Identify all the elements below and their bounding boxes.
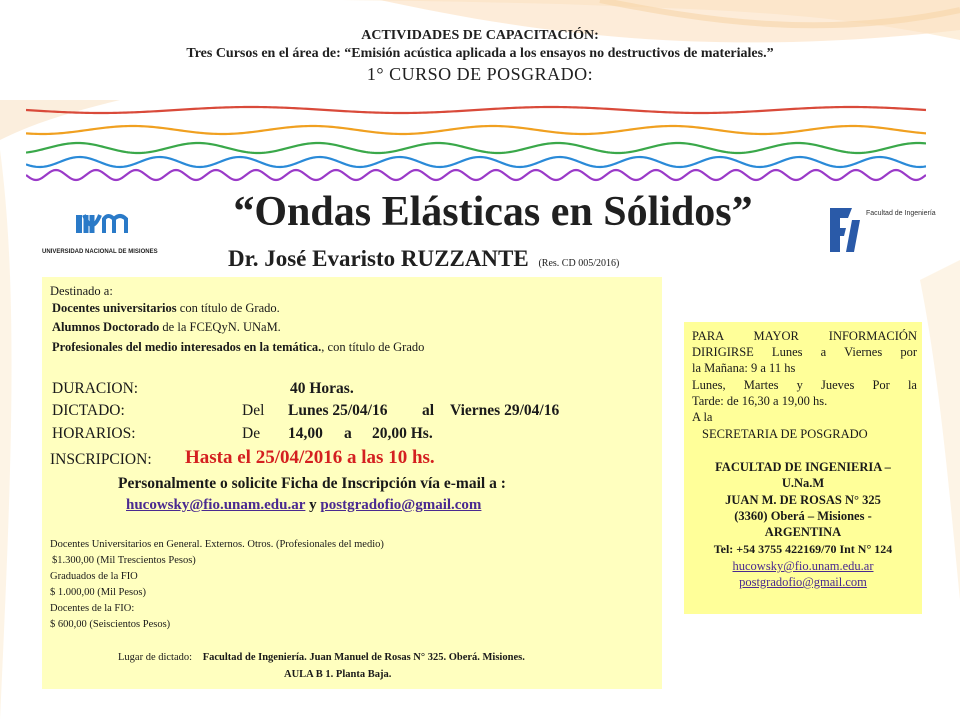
header-courses-subtitle: Tres Cursos en el área de: “Emisión acústica aplicada a los ensayos no destructivos de materiales.” <box>186 46 774 61</box>
wave-line <box>26 143 926 153</box>
fee-category: Graduados de la FIO <box>50 571 138 582</box>
info-email-link <box>684 574 922 591</box>
info-line: JUAN M. DE ROSAS N° 325 <box>725 493 881 507</box>
header-course-number: 1° CURSO DE POSGRADO: <box>366 64 594 84</box>
info-line: PARA MAYOR INFORMACIÓN <box>692 329 917 343</box>
registration-note: Personalmente o solicite Ficha de Inscripción vía e-mail a : <box>118 475 506 492</box>
info-line: DIRIGIRSE Lunes a Viernes por <box>692 345 917 359</box>
registration-emails <box>126 497 481 514</box>
fi-logo-text: Facultad de Ingeniería <box>866 210 936 217</box>
info-line: Lunes, Martes y Jueves Por la <box>692 378 917 392</box>
dictado-al: al <box>422 402 435 419</box>
email-conjunction: y <box>309 497 317 513</box>
venue <box>118 652 525 663</box>
email-link-hucowsky[interactable]: hucowsky@fio.unam.edu.ar <box>126 497 306 513</box>
dictado-label: DICTADO: <box>52 402 125 419</box>
resolution-reference: (Res. CD 005/2016) <box>538 258 620 269</box>
dictado-from: Del <box>242 402 265 419</box>
info-line: Tarde: de 16,30 a 19,00 hs. <box>692 394 828 408</box>
wave-line <box>26 126 926 134</box>
audience-heading: Destinado a: <box>50 284 113 298</box>
horarios-end: 20,00 Hs. <box>372 425 433 442</box>
audience-item-bold: Profesionales del medio interesados en la temática. <box>52 340 322 354</box>
inscription-label: INSCRIPCION: <box>50 451 152 468</box>
horarios-from: De <box>242 425 261 442</box>
info-line: SECRETARIA DE POSGRADO <box>702 427 868 441</box>
fee-category: Docentes de la FIO: <box>50 603 135 614</box>
audience-item <box>52 301 280 316</box>
audience-item-rest: , con título de Grado <box>321 340 425 354</box>
course-title: “Ondas Elásticas en Sólidos” <box>233 189 753 235</box>
course-details-panel <box>42 277 662 689</box>
audience-item-bold: Alumnos Doctorado <box>52 320 160 334</box>
info-line: FACULTAD DE INGENIERIA – <box>715 460 891 474</box>
info-line: A la <box>692 410 713 424</box>
inscription-deadline: Hasta el 25/04/2016 a las 10 hs. <box>185 447 435 468</box>
wave-line <box>26 107 926 113</box>
audience-item-rest: con título de Grado. <box>176 301 280 315</box>
info-line: la Mañana: 9 a 11 hs <box>692 361 796 375</box>
sine-waves-decoration <box>26 100 926 185</box>
horarios-label: HORARIOS: <box>52 425 136 442</box>
venue-label: Lugar de dictado: <box>118 652 193 663</box>
email-link-hucowsky[interactable]: hucowsky@fio.unam.edu.ar <box>732 559 874 573</box>
info-email-link <box>684 558 922 575</box>
dictado-start-date: Lunes 25/04/16 <box>288 402 388 419</box>
audience-item-bold: Docentes universitarios <box>52 301 177 315</box>
fee-amount: $1.300,00 (Mil Trescientos Pesos) <box>52 555 196 566</box>
unam-logo-text: UNIVERSIDAD NACIONAL DE MISIONES <box>42 249 158 255</box>
dictado-end-date: Viernes 29/04/16 <box>450 402 560 419</box>
duration-label: DURACION: <box>52 380 139 397</box>
audience-item <box>52 340 424 355</box>
info-line: U.Na.M <box>781 476 825 490</box>
info-line: ARGENTINA <box>764 525 842 539</box>
fee-category: Docentes Universitarios en General. Externos. Otros. (Profesionales del medio) <box>50 539 384 550</box>
horarios-start: 14,00 <box>288 425 323 442</box>
fee-amount: $ 1.000,00 (Mil Pesos) <box>50 587 146 598</box>
audience-item <box>52 320 281 335</box>
wave-line <box>26 157 926 167</box>
venue-room: AULA B 1. Planta Baja. <box>284 669 392 680</box>
fee-amount: $ 600,00 (Seiscientos Pesos) <box>50 619 171 630</box>
horarios-a: a <box>344 425 352 442</box>
duration-value: 40 Horas. <box>290 380 354 397</box>
email-link-postgradofio[interactable]: postgradofio@gmail.com <box>320 497 482 513</box>
email-link-postgradofio[interactable]: postgradofio@gmail.com <box>739 575 867 589</box>
info-phone: Tel: +54 3755 422169/70 Int N° 124 <box>713 542 893 556</box>
instructor-name: Dr. José Evaristo RUZZANTE <box>228 246 529 271</box>
wave-line <box>26 170 926 180</box>
contact-info-panel <box>684 322 922 614</box>
venue-address: Facultad de Ingeniería. Juan Manuel de Rosas N° 325. Oberá. Misiones. <box>202 652 525 663</box>
instructor <box>228 246 619 272</box>
header <box>0 28 960 85</box>
info-line: (3360) Oberá – Misiones - <box>734 509 872 523</box>
audience-item-rest: de la FCEQyN. UNaM. <box>159 320 281 334</box>
header-activities-title: ACTIVIDADES DE CAPACITACIÓN: <box>361 28 599 43</box>
